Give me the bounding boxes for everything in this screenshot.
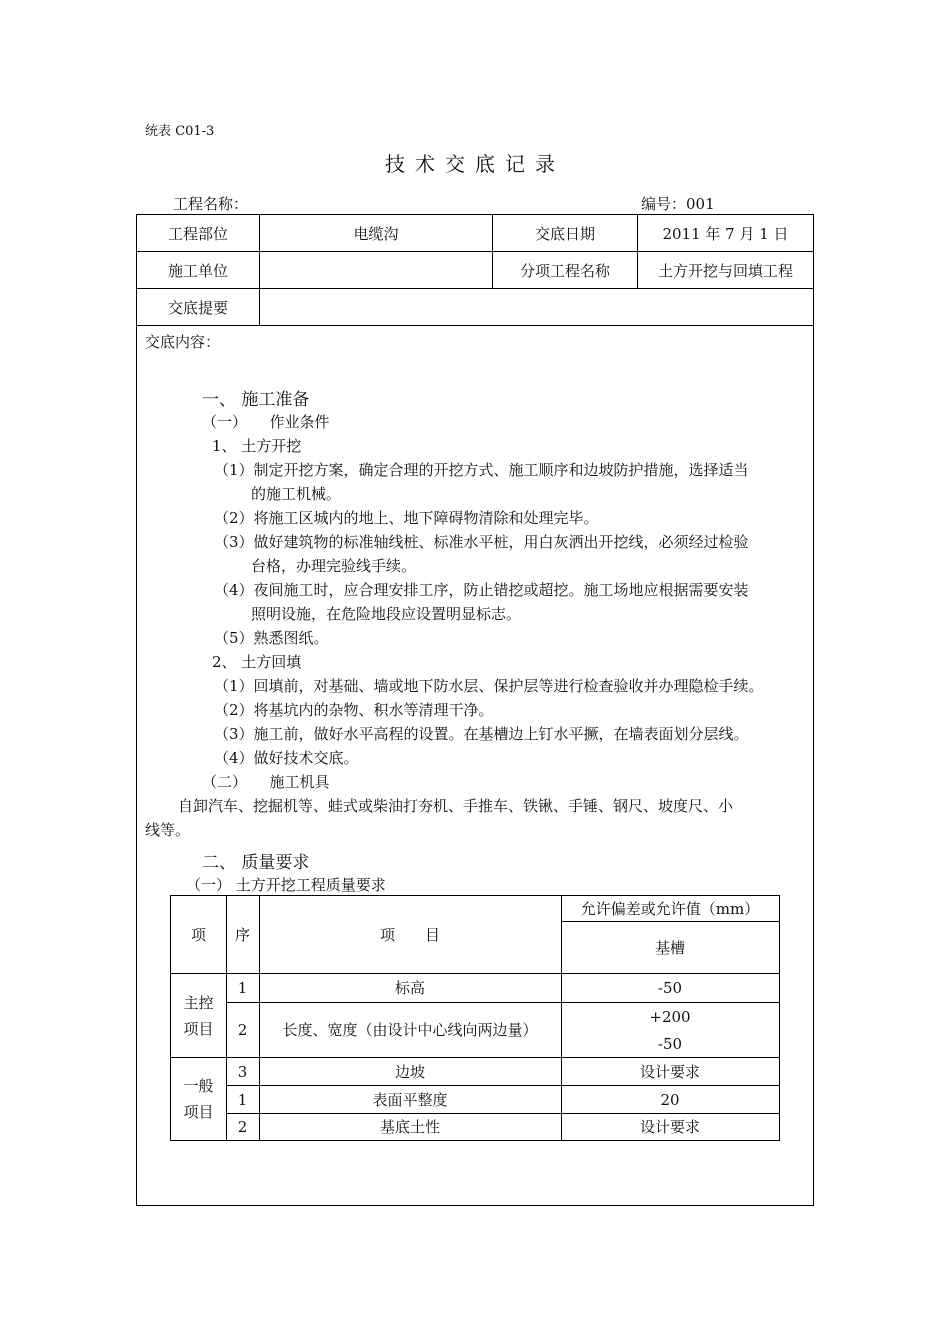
table-row-name: 长度、宽度（由设计中心线向两边量） xyxy=(282,1021,538,1039)
project-name-label: 工程名称： xyxy=(173,195,249,213)
sub-project-value: 土方开挖与回填工程 xyxy=(637,252,813,288)
table-row-name: 基底土性 xyxy=(379,1118,440,1136)
list-item: （3）做好建筑物的标准轴线桩、标准水平桩，用白灰洒出开挖线，必须经过检验 xyxy=(214,533,749,551)
date-label: 交底日期 xyxy=(492,215,637,251)
item-heading-excavation: 1、 土方开挖 xyxy=(212,437,302,455)
table-row-value-upper: +200 xyxy=(649,1007,691,1026)
table-row-seq: 1 xyxy=(237,979,248,997)
unit-value xyxy=(259,252,492,288)
list-item: （4）做好技术交底。 xyxy=(214,749,359,767)
part-value: 电缆沟 xyxy=(259,215,492,251)
form-number: 统表 C01-3 xyxy=(145,124,215,139)
list-item: （3）施工前，做好水平高程的设置。在基槽边上钉水平撅，在墙表面划分层线。 xyxy=(214,725,749,743)
section-heading-2: 二、 质量要求 xyxy=(202,853,310,873)
list-item: （2）将施工区城内的地上、地下障碍物清除和处理完毕。 xyxy=(214,509,599,527)
content-label: 交底内容： xyxy=(145,333,221,351)
list-item: 的施工机械。 xyxy=(251,485,342,503)
list-item: 照明设施，在危险地段应设置明显标志。 xyxy=(251,605,522,623)
subsection-1-1: （一） 作业条件 xyxy=(202,413,330,431)
tools-line-1: 自卸汽车、挖掘机等、蛙式或柴油打夯机、手推车、铁锹、手锤、钢尺、坡度尺、小 xyxy=(178,797,734,815)
header-name: 项 目 xyxy=(379,925,440,944)
subsection-2-1: （一） 土方开挖工程质量要求 xyxy=(186,876,386,894)
tools-line-2: 线等。 xyxy=(145,821,191,839)
section-heading-1: 一、 施工准备 xyxy=(202,390,310,410)
list-item: （1）回填前，对基础、墙或地下防水层、保护层等进行检查验收并办理隐检手续。 xyxy=(214,677,764,695)
group-general: 一般 项目 xyxy=(183,1077,214,1121)
group-main-control: 主控 项目 xyxy=(183,993,214,1038)
header-row-summary xyxy=(137,289,813,326)
header-row-unit xyxy=(137,252,813,289)
date-value: 2011 年 7 月 1 日 xyxy=(637,215,813,251)
list-item: （4）夜间施工时，应合理安排工序，防止错挖或超挖。施工场地应根据需要安装 xyxy=(214,581,749,599)
table-row-seq: 1 xyxy=(237,1090,248,1109)
table-row-seq: 2 xyxy=(237,1118,248,1136)
header-foundation-trench: 基槽 xyxy=(654,938,685,957)
code-label: 编号：001 xyxy=(641,195,715,213)
table-row-name: 标高 xyxy=(394,979,425,997)
header-item: 项 xyxy=(190,925,206,944)
item-heading-backfill: 2、 土方回填 xyxy=(212,653,302,671)
part-label: 工程部位 xyxy=(167,224,228,243)
quality-table xyxy=(170,895,780,1141)
list-item: （5）熟悉图纸。 xyxy=(214,629,329,647)
page-title: 技术交底记录 xyxy=(385,152,565,176)
table-row-seq: 3 xyxy=(237,1062,248,1081)
summary-value xyxy=(259,289,813,325)
table-row-value: 20 xyxy=(660,1090,680,1109)
table-row-value-lower: -50 xyxy=(657,1034,683,1053)
summary-label: 交底提要 xyxy=(167,298,228,317)
unit-label: 施工单位 xyxy=(167,261,228,280)
table-row-name: 表面平整度 xyxy=(372,1090,448,1109)
list-item: 台格，办理完验线手续。 xyxy=(251,557,417,575)
header-row-part xyxy=(137,215,813,252)
table-row-seq: 2 xyxy=(237,1021,248,1039)
header-seq: 序 xyxy=(234,925,250,944)
header-tolerance: 允许偏差或允许值（mm） xyxy=(580,899,760,918)
list-item: （1）制定开挖方案，确定合理的开挖方式、施工顺序和边坡防护措施，选择适当 xyxy=(214,461,749,479)
list-item: （2）将基坑内的杂物、积水等清理干净。 xyxy=(214,701,494,719)
sub-project-label: 分项工程名称 xyxy=(492,252,637,288)
table-row-value: 设计要求 xyxy=(639,1062,700,1081)
subsection-1-2: （二） 施工机具 xyxy=(202,773,330,791)
table-row-value: 设计要求 xyxy=(639,1118,700,1136)
table-row-name: 边坡 xyxy=(394,1062,425,1081)
table-row-value: -50 xyxy=(657,979,683,997)
